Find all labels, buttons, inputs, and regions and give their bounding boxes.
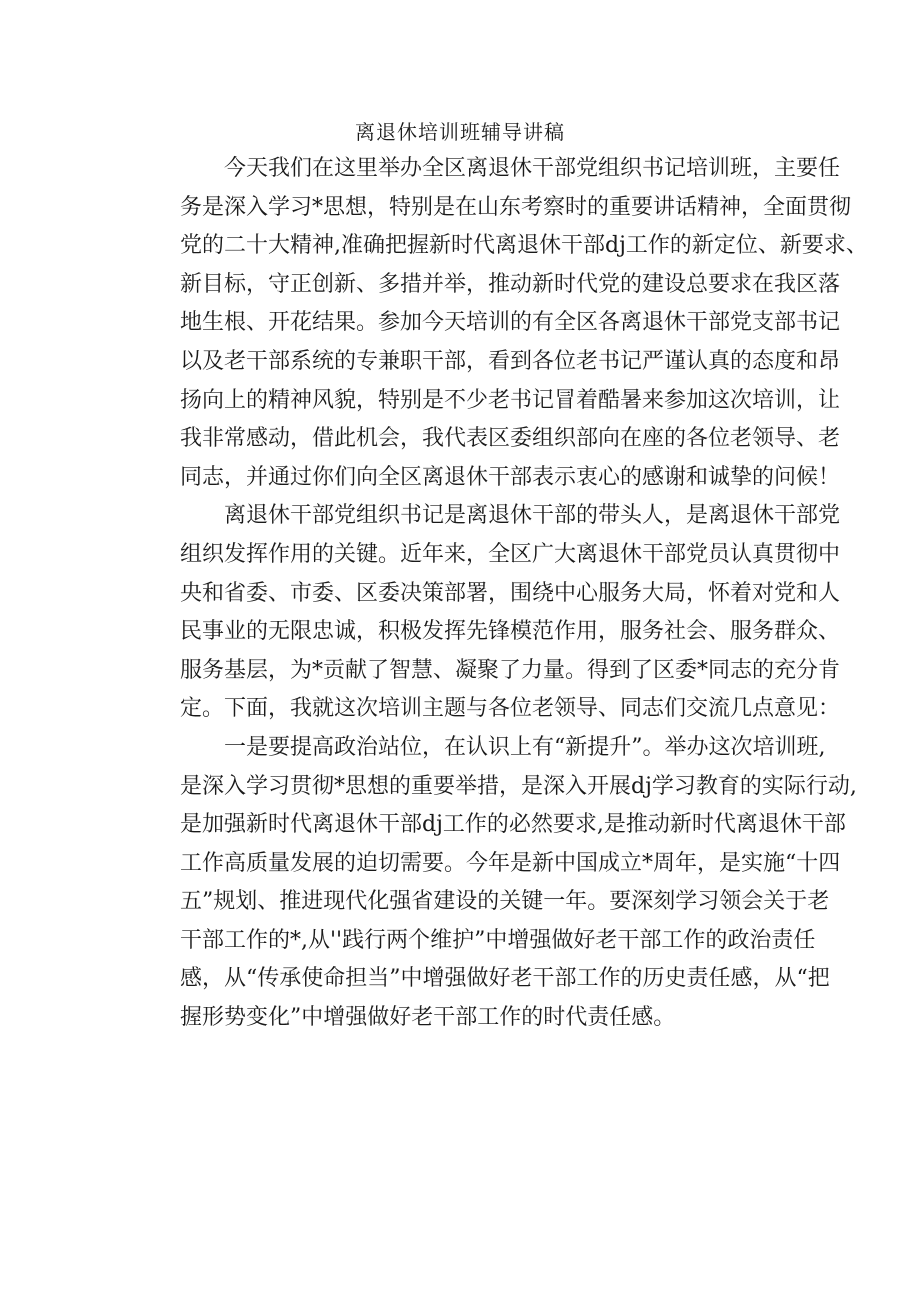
paragraph-line: 五”规划、推进现代化强省建设的关键一年。要深刻学习领会关于老: [180, 889, 830, 915]
paragraph-line: 扬向上的精神风貌，特别是不少老书记冒着酷暑来参加这次培训，让: [180, 387, 841, 413]
paragraph-3: [136, 729, 857, 1038]
paragraph-line: 地生根、开花结果。参加今天培训的有全区各离退休干部党支部书记: [180, 310, 841, 336]
paragraph-line: 央和省委、市委、区委决策部署，围绕中心服务大局，怀着对党和人: [180, 580, 841, 606]
paragraph-line: 以及老干部系统的专兼职干部，看到各位老书记严谨认真的态度和昂: [180, 348, 841, 374]
document-title: 离退休培训班辅导讲稿: [355, 120, 565, 144]
paragraph-line: 同志，并通过你们向全区离退休干部表示衷心的感谢和诚挚的问候！: [180, 464, 841, 490]
paragraph-line: 定。下面，我就这次培训主题与各位老领导、同志们交流几点意见：: [180, 696, 841, 722]
paragraph-2: [136, 497, 841, 729]
paragraph-line: 干部工作的*,从''践行两个维护”中增强做好老干部工作的政治责任: [180, 927, 816, 953]
paragraph-line: 组织发挥作用的关键。近年来，全区广大离退休干部党员认真贯彻中: [180, 541, 841, 567]
paragraph-line: 是加强新时代离退休干部dj工作的必然要求,是推动新时代离退休干部: [180, 812, 846, 838]
paragraph-line: 务是深入学习*思想，特别是在山东考察时的重要讲话精神，全面贯彻: [180, 194, 852, 220]
paragraph-line: 党的二十大精神,准确把握新时代离退休干部dj工作的新定位、新要求、: [180, 233, 868, 259]
paragraph-line: 一是要提高政治站位，在认识上有“新提升”。举办这次培训班,: [224, 734, 826, 760]
paragraph-line: 工作高质量发展的迫切需要。今年是新中国成立*周年，是实施“十四: [180, 850, 841, 876]
document-body: [136, 150, 868, 1038]
paragraph-line: 新目标，守正创新、多措并举，推动新时代党的建设总要求在我区落: [180, 271, 841, 297]
paragraph-line: 今天我们在这里举办全区离退休干部党组织书记培训班，主要任: [224, 156, 841, 181]
paragraph-line: 握形势变化”中增强做好老干部工作的时代责任感。: [180, 1005, 676, 1031]
paragraph-line: 我非常感动，借此机会，我代表区委组织部向在座的各位老领导、老: [180, 426, 841, 452]
paragraph-1: [136, 150, 868, 497]
paragraph-line: 感，从“传承使命担当”中增强做好老干部工作的历史责任感，从“把: [180, 966, 830, 992]
paragraph-line: 民事业的无限忠诚，积极发挥先锋模范作用，服务社会、服务群众、: [180, 619, 841, 645]
paragraph-line: 是深入学习贯彻*思想的重要举措，是深入开展dj学习教育的实际行动,: [180, 773, 857, 799]
paragraph-line: 服务基层，为*贡献了智慧、凝聚了力量。得到了区委*同志的充分肯: [180, 657, 841, 683]
paragraph-line: 离退休干部党组织书记是离退休干部的带头人，是离退休干部党: [224, 503, 841, 529]
